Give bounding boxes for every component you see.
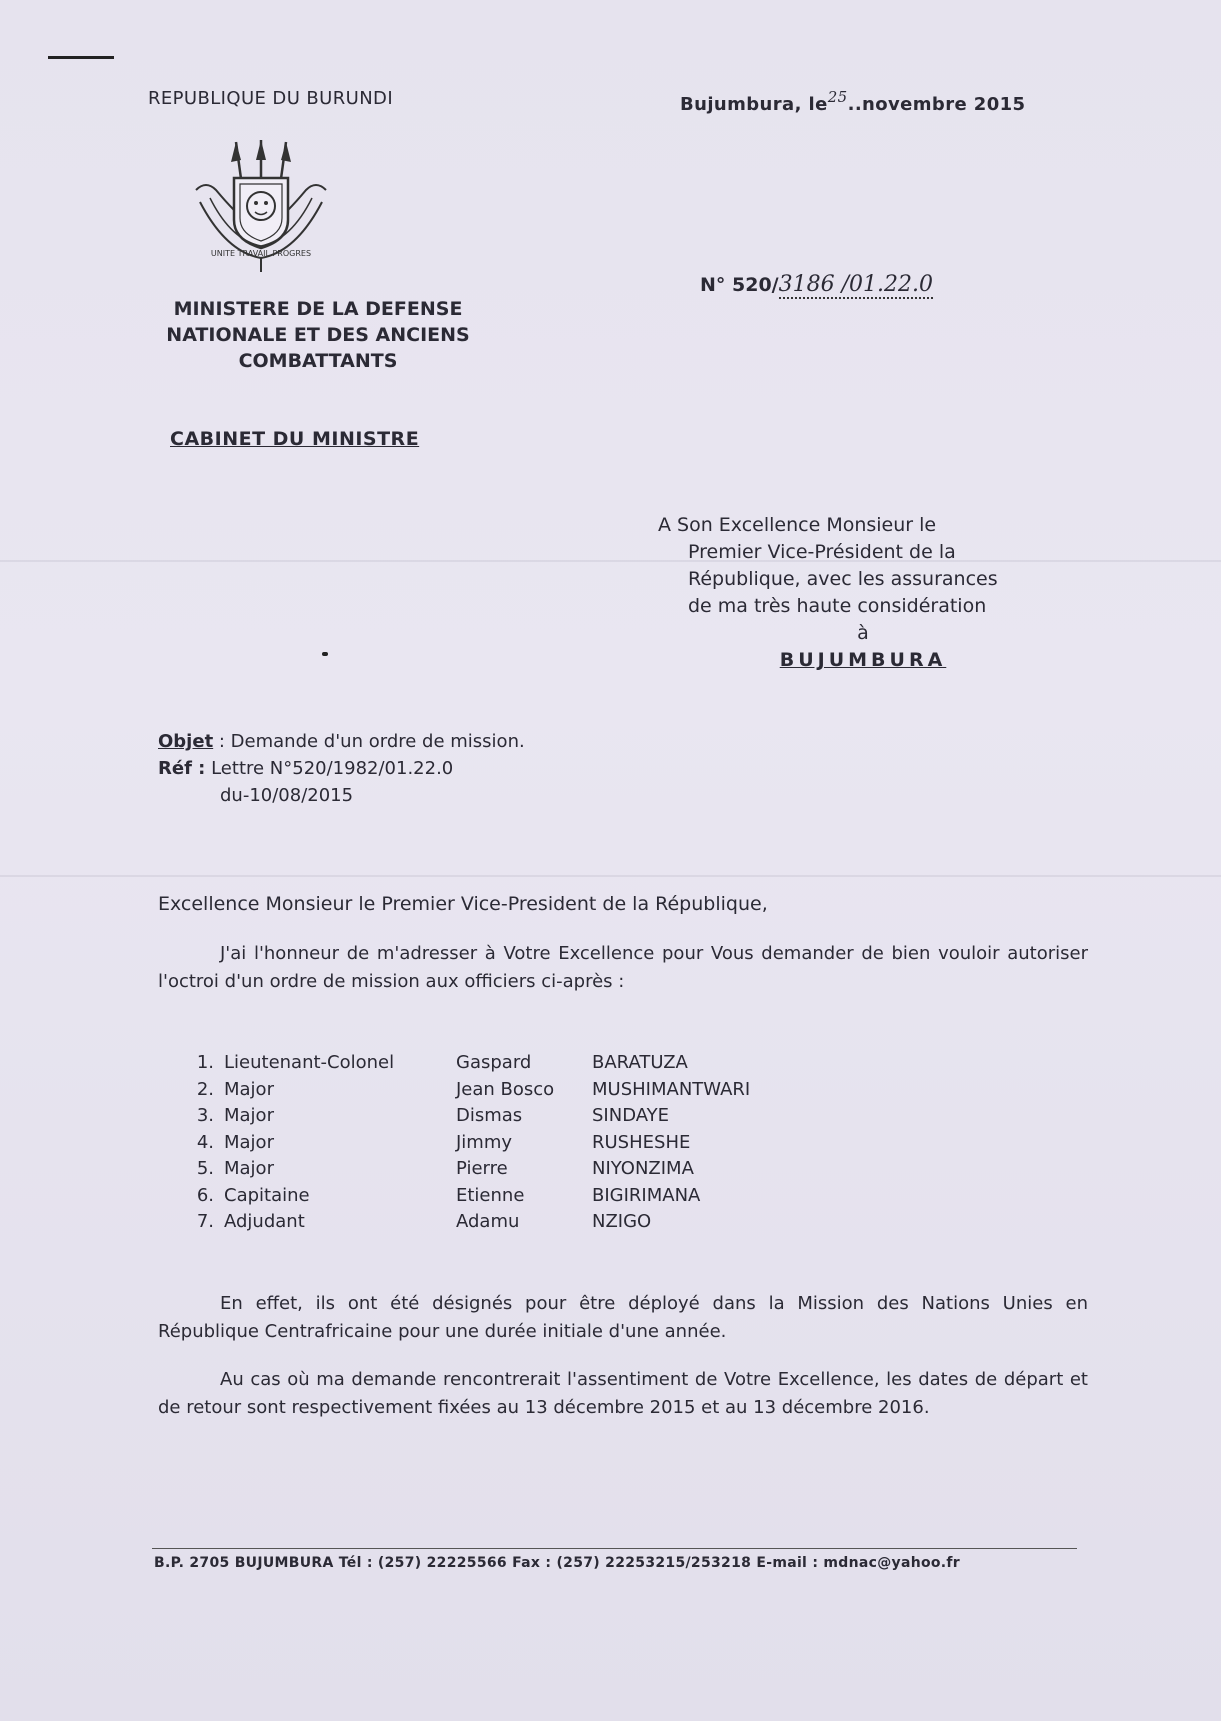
ministry-name (148, 296, 488, 374)
recipient-line-3: République, avec les assurances (688, 568, 998, 590)
salutation: Excellence Monsieur le Premier Vice-President de la République, (158, 893, 768, 915)
coat-of-arms-emblem (186, 140, 336, 275)
seal-motto: UNITE TRAVAIL PROGRES (210, 249, 312, 258)
reference-prefix: N° 520/ (700, 274, 779, 296)
officer-grade: Adjudant (224, 1211, 305, 1232)
date-prefix: Bujumbura, le (680, 94, 828, 115)
paragraph-dates-text: Au cas où ma demande rencontrerait l'assentiment de Votre Excellence, les dates de départ et de retour sont respectivement fixées au 13 décembre 2015 et au 13 décembre 2016. (158, 1369, 1088, 1418)
officer-grade: Capitaine (224, 1184, 310, 1206)
recipient-line-2: Premier Vice-Président de la (688, 541, 956, 563)
officer-last-name: NIYONZIMA (592, 1158, 694, 1179)
officer-last-name: MUSHIMANTWARI (592, 1078, 751, 1100)
officer-last-name: NZIGO (592, 1211, 652, 1232)
officer-first-name: Adamu (456, 1211, 520, 1232)
officer-first-name: Jimmy (456, 1131, 513, 1153)
officer-row (184, 1130, 750, 1157)
pen-mark (322, 652, 328, 656)
officer-first-name: Jean Bosco (456, 1078, 555, 1100)
pen-mark (48, 56, 114, 59)
date-day: 25 (827, 88, 848, 106)
ref-date: du-10/08/2015 (220, 785, 354, 806)
officer-grade: Major (224, 1105, 274, 1126)
ministry-line-1: MINISTERE DE LA DEFENSE (173, 298, 463, 320)
officer-grade: Lieutenant-Colonel (224, 1052, 395, 1073)
officer-last-name: BARATUZA (592, 1052, 688, 1073)
ref-label: Réf : (158, 758, 206, 779)
officer-last-name: RUSHESHE (592, 1131, 691, 1153)
officer-row (184, 1183, 750, 1210)
officer-first-name: Etienne (456, 1184, 525, 1206)
officer-grade: Major (224, 1158, 274, 1179)
officer-first-name: Gaspard (456, 1052, 532, 1073)
letter-date (680, 88, 1025, 115)
officer-number: 6. (196, 1184, 214, 1206)
officer-number: 4. (196, 1131, 214, 1153)
footer-contact: B.P. 2705 BUJUMBURA Tél : (257) 22225566 Fax : (257) 22253215/253218 E-mail : mdnac@yahoo.fr (154, 1555, 961, 1571)
recipient-line-1: A Son Excellence Monsieur le (658, 514, 937, 536)
recipient-block (658, 512, 1078, 674)
officer-first-name: Pierre (456, 1158, 508, 1179)
officer-number: 2. (196, 1078, 214, 1100)
date-suffix: ..novembre 2015 (847, 94, 1026, 115)
officer-row (184, 1077, 750, 1104)
objet-label: Objet (158, 731, 214, 752)
country-name: REPUBLIQUE DU BURUNDI (148, 88, 394, 109)
paragraph-intro (158, 940, 1088, 996)
recipient-line-5: à (857, 622, 869, 644)
officer-grade: Major (224, 1131, 274, 1153)
officer-number: 1. (196, 1052, 214, 1073)
officer-number: 3. (196, 1105, 214, 1126)
officer-number: 7. (196, 1211, 214, 1232)
officer-row (184, 1050, 750, 1077)
officer-grade: Major (224, 1078, 274, 1100)
paragraph-mission-text: En effet, ils ont été désignés pour être déployé dans la Mission des Nations Unies en République Centrafricaine pour une durée initiale d'une année. (158, 1293, 1088, 1342)
officer-last-name: SINDAYE (592, 1105, 670, 1126)
ministry-line-2: NATIONALE ET DES ANCIENS (166, 324, 470, 346)
recipient-city: BUJUMBURA (779, 649, 947, 671)
reference-handwritten: 3186 /01.22.0 (778, 272, 933, 297)
cabinet-heading: CABINET DU MINISTRE (170, 428, 420, 450)
footer-divider (152, 1548, 1077, 1549)
reference-number (700, 272, 933, 297)
subject-line (158, 728, 525, 755)
officer-first-name: Dismas (456, 1105, 523, 1126)
paragraph-dates (158, 1366, 1088, 1422)
officer-row (184, 1209, 750, 1236)
officers-list (184, 1050, 750, 1236)
subject-block (158, 728, 525, 809)
paper-crease (0, 875, 1221, 877)
officer-last-name: BIGIRIMANA (592, 1184, 701, 1206)
recipient-line-4: de ma très haute considération (688, 595, 987, 617)
ref-text: Lettre N°520/1982/01.22.0 (205, 758, 454, 779)
paragraph-intro-text: J'ai l'honneur de m'adresser à Votre Excellence pour Vous demander de bien vouloir autoriser l'octroi d'un ordre de mission aux officiers ci-après : (158, 943, 1088, 992)
reference-line (158, 755, 525, 782)
officer-row (184, 1103, 750, 1130)
officer-row (184, 1156, 750, 1183)
ministry-line-3: COMBATTANTS (238, 350, 398, 372)
officer-number: 5. (196, 1158, 214, 1179)
paragraph-mission (158, 1290, 1088, 1346)
objet-text: : Demande d'un ordre de mission. (213, 731, 525, 752)
